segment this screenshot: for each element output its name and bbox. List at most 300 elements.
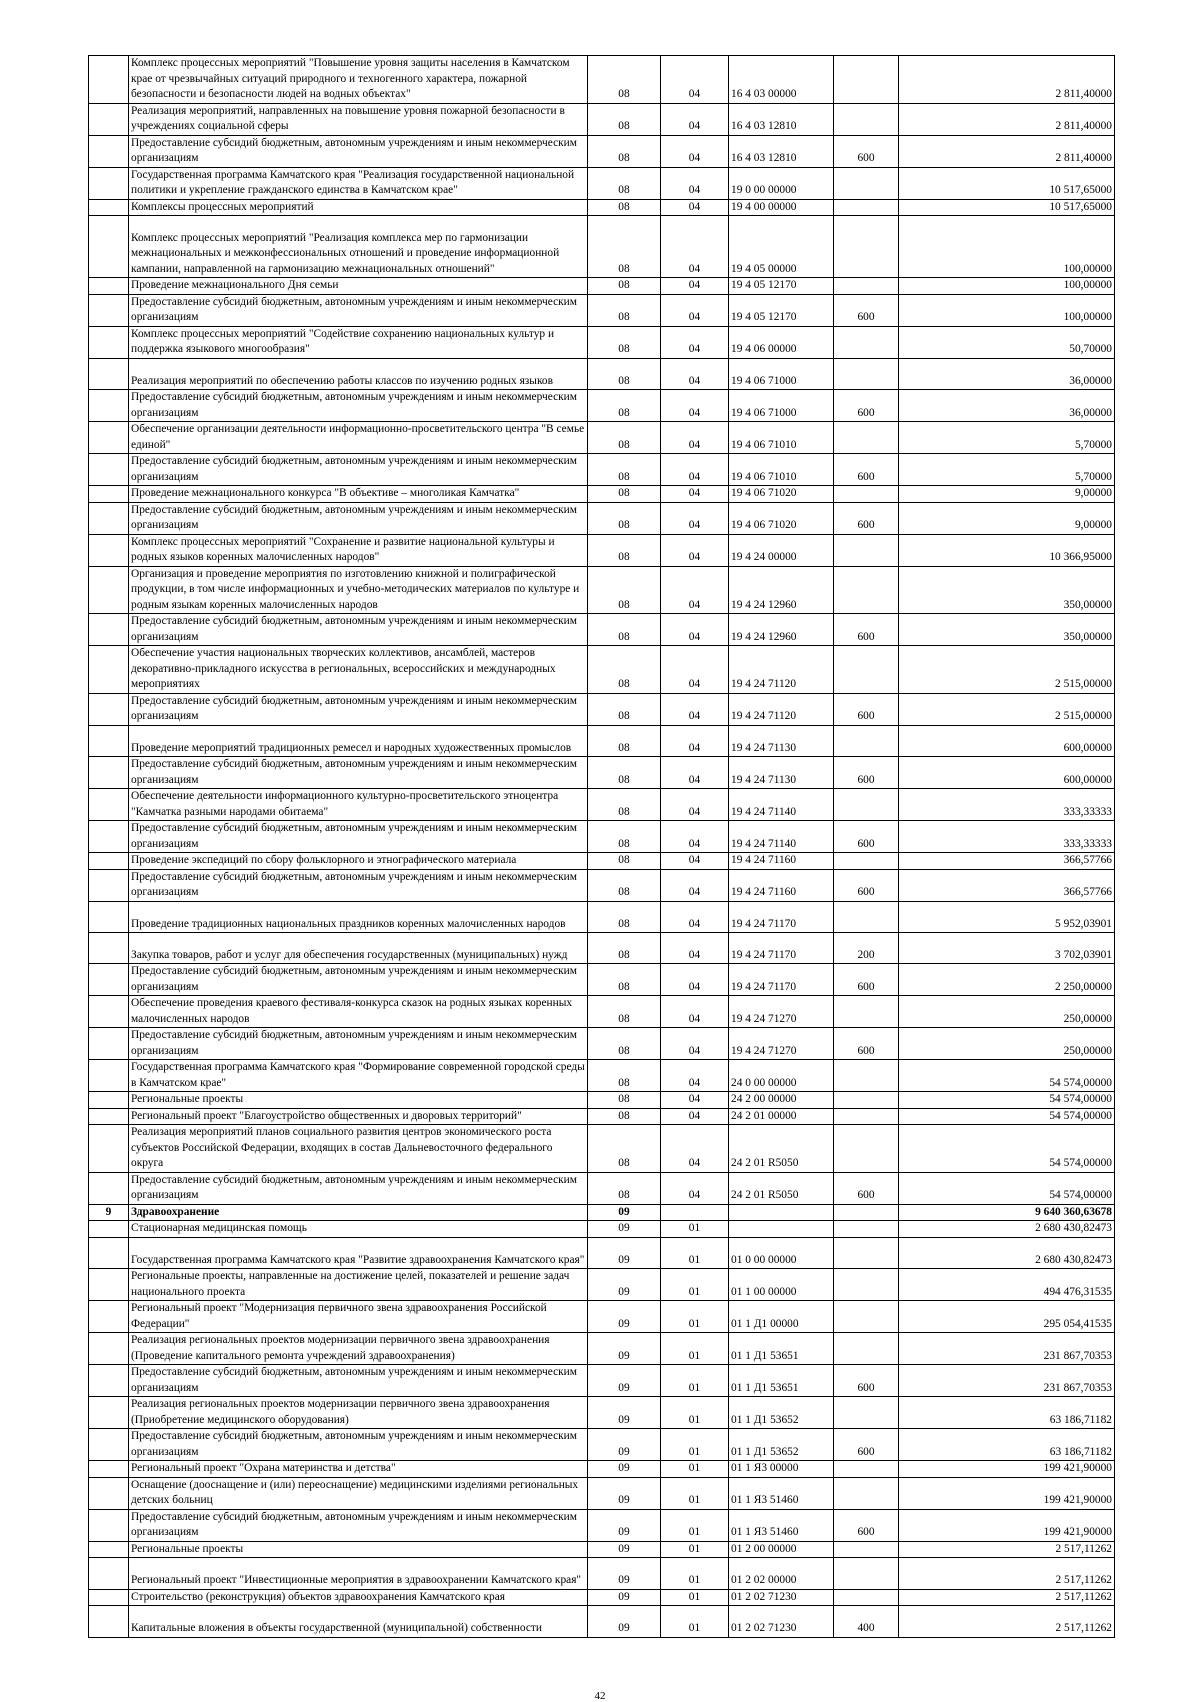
row-expense-type <box>834 1541 899 1558</box>
row-number <box>89 326 129 358</box>
row-name: Комплекс процессных мероприятий "Реализация комплекса мер по гармонизации межнациональных и межконфессиональных отношений и проведение информационной кампании, направленной на гармонизацию межнациональных отношений" <box>129 216 588 278</box>
row-amount: 54 574,00000 <box>899 1092 1115 1109</box>
row-expense-type: 600 <box>834 757 899 789</box>
row-subsection: 01 <box>661 1477 729 1509</box>
table-row <box>89 216 1115 278</box>
row-section: 08 <box>588 566 661 614</box>
row-amount: 350,00000 <box>899 566 1115 614</box>
row-number <box>89 1269 129 1301</box>
row-name: Обеспечение участия национальных творческих коллективов, ансамблей, мастеров декоративно-прикладного искусства в региональных, всероссийских и международных мероприятиях <box>129 646 588 694</box>
table-row <box>89 422 1115 454</box>
row-name: Предоставление субсидий бюджетным, автономным учреждениям и иным некоммерческим организациям <box>129 390 588 422</box>
row-section: 08 <box>588 502 661 534</box>
row-amount: 54 574,00000 <box>899 1172 1115 1204</box>
row-amount: 63 186,71182 <box>899 1429 1115 1461</box>
row-subsection: 04 <box>661 1125 729 1173</box>
row-section: 09 <box>588 1237 661 1268</box>
row-section: 09 <box>588 1429 661 1461</box>
row-expense-type: 400 <box>834 1606 899 1637</box>
row-section: 09 <box>588 1477 661 1509</box>
row-expense-type <box>834 358 899 389</box>
row-amount: 50,70000 <box>899 326 1115 358</box>
row-number <box>89 1477 129 1509</box>
row-number <box>89 757 129 789</box>
table-row <box>89 1028 1115 1060</box>
row-number <box>89 614 129 646</box>
row-amount: 350,00000 <box>899 614 1115 646</box>
row-amount: 3 702,03901 <box>899 933 1115 964</box>
row-section: 08 <box>588 964 661 996</box>
row-number <box>89 566 129 614</box>
row-amount: 199 421,90000 <box>899 1477 1115 1509</box>
row-expense-type <box>834 1269 899 1301</box>
row-amount: 2 250,00000 <box>899 964 1115 996</box>
table-row <box>89 1301 1115 1333</box>
row-target-article: 01 2 02 71230 <box>729 1589 834 1606</box>
row-subsection: 04 <box>661 1092 729 1109</box>
row-name: Предоставление субсидий бюджетным, автономным учреждениям и иным некоммерческим организациям <box>129 693 588 725</box>
table-row <box>89 693 1115 725</box>
table-row <box>89 294 1115 326</box>
row-subsection: 01 <box>661 1333 729 1365</box>
row-number <box>89 1301 129 1333</box>
row-number <box>89 853 129 870</box>
row-number <box>89 1397 129 1429</box>
row-number <box>89 789 129 821</box>
table-row <box>89 869 1115 901</box>
row-name: Региональный проект "Благоустройство общественных и дворовых территорий" <box>129 1108 588 1125</box>
row-name: Строительство (реконструкция) объектов здравоохранения Камчатского края <box>129 1589 588 1606</box>
row-number <box>89 278 129 295</box>
row-number <box>89 646 129 694</box>
row-expense-type <box>834 1397 899 1429</box>
row-number <box>89 1509 129 1541</box>
row-section: 08 <box>588 135 661 167</box>
row-name: Предоставление субсидий бюджетным, автономным учреждениям и иным некоммерческим организациям <box>129 614 588 646</box>
row-expense-type <box>834 1092 899 1109</box>
row-number <box>89 502 129 534</box>
row-name: Проведение традиционных национальных праздников коренных малочисленных народов <box>129 901 588 932</box>
row-subsection: 01 <box>661 1269 729 1301</box>
row-expense-type: 600 <box>834 1172 899 1204</box>
row-amount: 250,00000 <box>899 996 1115 1028</box>
row-amount: 366,57766 <box>899 869 1115 901</box>
row-target-article: 16 4 03 12810 <box>729 135 834 167</box>
row-subsection: 04 <box>661 566 729 614</box>
row-target-article: 19 4 05 00000 <box>729 216 834 278</box>
row-target-article: 19 4 24 71160 <box>729 853 834 870</box>
row-expense-type <box>834 853 899 870</box>
row-amount: 9,00000 <box>899 486 1115 503</box>
row-subsection <box>661 1204 729 1221</box>
row-number <box>89 358 129 389</box>
row-section: 09 <box>588 1365 661 1397</box>
row-section: 09 <box>588 1333 661 1365</box>
row-number <box>89 534 129 566</box>
row-target-article: 24 0 00 00000 <box>729 1060 834 1092</box>
row-expense-type: 600 <box>834 821 899 853</box>
row-target-article: 01 1 Я3 00000 <box>729 1461 834 1478</box>
row-amount: 9 640 360,63678 <box>899 1204 1115 1221</box>
table-row <box>89 789 1115 821</box>
row-expense-type <box>834 534 899 566</box>
row-number <box>89 422 129 454</box>
row-section: 08 <box>588 901 661 932</box>
row-number <box>89 199 129 216</box>
row-section: 08 <box>588 486 661 503</box>
table-row <box>89 964 1115 996</box>
table-row <box>89 566 1115 614</box>
table-row <box>89 1204 1115 1221</box>
row-name: Государственная программа Камчатского края "Формирование современной городской среды в Камчатском крае" <box>129 1060 588 1092</box>
table-row <box>89 1589 1115 1606</box>
table-row <box>89 1606 1115 1637</box>
row-number <box>89 216 129 278</box>
row-section: 08 <box>588 534 661 566</box>
row-subsection: 04 <box>661 358 729 389</box>
row-subsection: 04 <box>661 56 729 104</box>
row-section: 09 <box>588 1204 661 1221</box>
row-expense-type <box>834 1558 899 1589</box>
row-expense-type: 600 <box>834 390 899 422</box>
row-subsection: 04 <box>661 390 729 422</box>
row-expense-type: 600 <box>834 135 899 167</box>
row-expense-type <box>834 566 899 614</box>
row-name: Государственная программа Камчатского края "Реализация государственной национальной политики и укрепление гражданского единства в Камчатском крае" <box>129 167 588 199</box>
row-number <box>89 56 129 104</box>
row-expense-type <box>834 199 899 216</box>
row-number <box>89 869 129 901</box>
row-subsection: 04 <box>661 199 729 216</box>
row-number <box>89 167 129 199</box>
row-target-article: 19 4 24 71160 <box>729 869 834 901</box>
row-name: Предоставление субсидий бюджетным, автономным учреждениям и иным некоммерческим организациям <box>129 869 588 901</box>
row-amount: 2 680 430,82473 <box>899 1221 1115 1238</box>
table-row <box>89 646 1115 694</box>
table-row <box>89 135 1115 167</box>
row-subsection: 04 <box>661 725 729 756</box>
row-name: Обеспечение организации деятельности информационно-просветительского центра "В семье единой" <box>129 422 588 454</box>
row-section: 08 <box>588 1028 661 1060</box>
row-name: Капитальные вложения в объекты государственной (муниципальной) собственности <box>129 1606 588 1637</box>
row-number <box>89 1558 129 1589</box>
row-amount: 54 574,00000 <box>899 1125 1115 1173</box>
row-number <box>89 1333 129 1365</box>
row-amount: 231 867,70353 <box>899 1365 1115 1397</box>
row-expense-type: 600 <box>834 1028 899 1060</box>
row-subsection: 04 <box>661 1060 729 1092</box>
row-section: 09 <box>588 1301 661 1333</box>
row-target-article: 19 4 24 71170 <box>729 964 834 996</box>
row-section: 08 <box>588 1092 661 1109</box>
row-amount: 494 476,31535 <box>899 1269 1115 1301</box>
table-row <box>89 1221 1115 1238</box>
row-name: Предоставление субсидий бюджетным, автономным учреждениям и иным некоммерческим организациям <box>129 964 588 996</box>
row-subsection: 04 <box>661 278 729 295</box>
row-section: 08 <box>588 422 661 454</box>
row-name: Предоставление субсидий бюджетным, автономным учреждениям и иным некоммерческим организациям <box>129 1429 588 1461</box>
row-name: Закупка товаров, работ и услуг для обеспечения государственных (муниципальных) нужд <box>129 933 588 964</box>
row-number <box>89 1606 129 1637</box>
row-target-article <box>729 1221 834 1238</box>
table-row <box>89 1333 1115 1365</box>
row-number <box>89 821 129 853</box>
table-row <box>89 326 1115 358</box>
row-subsection: 01 <box>661 1558 729 1589</box>
row-name: Стационарная медицинская помощь <box>129 1221 588 1238</box>
row-amount: 54 574,00000 <box>899 1060 1115 1092</box>
table-row <box>89 1397 1115 1429</box>
row-name: Оснащение (дооснащение и (или) переоснащение) медицинскими изделиями региональных детских больниц <box>129 1477 588 1509</box>
row-expense-type: 200 <box>834 933 899 964</box>
row-name: Региональные проекты, направленные на достижение целей, показателей и решение задач национального проекта <box>129 1269 588 1301</box>
row-name: Предоставление субсидий бюджетным, автономным учреждениям и иным некоммерческим организациям <box>129 1365 588 1397</box>
row-subsection: 04 <box>661 103 729 135</box>
row-target-article: 19 4 24 71130 <box>729 725 834 756</box>
row-expense-type: 600 <box>834 1429 899 1461</box>
row-target-article: 01 1 Д1 00000 <box>729 1301 834 1333</box>
row-target-article: 01 1 Я3 51460 <box>729 1509 834 1541</box>
row-target-article: 16 4 03 00000 <box>729 56 834 104</box>
table-row <box>89 933 1115 964</box>
row-section: 09 <box>588 1558 661 1589</box>
row-section: 09 <box>588 1589 661 1606</box>
table-row <box>89 1172 1115 1204</box>
row-name: Предоставление субсидий бюджетным, автономным учреждениям и иным некоммерческим организациям <box>129 1509 588 1541</box>
row-expense-type <box>834 422 899 454</box>
row-subsection: 01 <box>661 1541 729 1558</box>
row-name: Комплексы процессных мероприятий <box>129 199 588 216</box>
row-amount: 2 811,40000 <box>899 56 1115 104</box>
row-target-article: 19 4 24 71170 <box>729 933 834 964</box>
row-section: 08 <box>588 358 661 389</box>
row-expense-type <box>834 996 899 1028</box>
row-section: 09 <box>588 1509 661 1541</box>
row-amount: 100,00000 <box>899 294 1115 326</box>
row-number <box>89 1060 129 1092</box>
row-name: Проведение экспедиций по сбору фольклорного и этнографического материала <box>129 853 588 870</box>
table-row <box>89 996 1115 1028</box>
row-expense-type <box>834 486 899 503</box>
row-target-article: 19 4 06 71020 <box>729 502 834 534</box>
row-number <box>89 1365 129 1397</box>
row-section: 09 <box>588 1541 661 1558</box>
row-amount: 231 867,70353 <box>899 1333 1115 1365</box>
row-target-article <box>729 1204 834 1221</box>
row-amount: 199 421,90000 <box>899 1461 1115 1478</box>
row-section: 08 <box>588 326 661 358</box>
row-section: 08 <box>588 869 661 901</box>
row-section: 08 <box>588 216 661 278</box>
row-name: Проведение мероприятий традиционных ремесел и народных художественных промыслов <box>129 725 588 756</box>
row-amount: 5,70000 <box>899 422 1115 454</box>
row-target-article: 01 2 02 71230 <box>729 1606 834 1637</box>
row-number <box>89 964 129 996</box>
row-amount: 100,00000 <box>899 216 1115 278</box>
table-row <box>89 358 1115 389</box>
row-expense-type <box>834 789 899 821</box>
row-target-article: 19 4 24 12960 <box>729 614 834 646</box>
row-name: Предоставление субсидий бюджетным, автономным учреждениям и иным некоммерческим организациям <box>129 502 588 534</box>
row-amount: 2 680 430,82473 <box>899 1237 1115 1268</box>
table-row <box>89 901 1115 932</box>
row-name: Региональные проекты <box>129 1092 588 1109</box>
row-section: 08 <box>588 294 661 326</box>
row-name: Проведение межнационального Дня семьи <box>129 278 588 295</box>
row-subsection: 04 <box>661 693 729 725</box>
row-amount: 36,00000 <box>899 358 1115 389</box>
row-amount: 63 186,71182 <box>899 1397 1115 1429</box>
table-row <box>89 56 1115 104</box>
row-subsection: 04 <box>661 1108 729 1125</box>
row-subsection: 01 <box>661 1606 729 1637</box>
row-name: Комплекс процессных мероприятий "Повышение уровня защиты населения в Камчатском крае от чрезвычайных ситуаций природного и техногенного характера, пожарной безопасности и безопасности людей на водных объектах" <box>129 56 588 104</box>
row-amount: 10 517,65000 <box>899 167 1115 199</box>
row-amount: 600,00000 <box>899 725 1115 756</box>
row-expense-type: 600 <box>834 964 899 996</box>
row-name: Проведение межнационального конкурса "В объективе – многоликая Камчатка" <box>129 486 588 503</box>
row-number <box>89 933 129 964</box>
row-section: 08 <box>588 789 661 821</box>
row-section: 09 <box>588 1606 661 1637</box>
row-number <box>89 294 129 326</box>
row-subsection: 04 <box>661 614 729 646</box>
row-subsection: 04 <box>661 422 729 454</box>
row-expense-type <box>834 103 899 135</box>
table-row <box>89 1558 1115 1589</box>
row-amount: 5 952,03901 <box>899 901 1115 932</box>
table-row <box>89 725 1115 756</box>
row-section: 08 <box>588 1172 661 1204</box>
row-name: Региональный проект "Модернизация первичного звена здравоохранения Российской Федерации" <box>129 1301 588 1333</box>
row-section: 08 <box>588 167 661 199</box>
row-name: Региональный проект "Инвестиционные мероприятия в здравоохранении Камчатского края" <box>129 1558 588 1589</box>
row-amount: 2 517,11262 <box>899 1606 1115 1637</box>
row-number <box>89 1172 129 1204</box>
row-target-article: 19 4 24 71170 <box>729 901 834 932</box>
row-expense-type: 600 <box>834 869 899 901</box>
row-amount: 9,00000 <box>899 502 1115 534</box>
row-number <box>89 1237 129 1268</box>
row-section: 08 <box>588 853 661 870</box>
table-row <box>89 390 1115 422</box>
table-row <box>89 757 1115 789</box>
row-section: 08 <box>588 199 661 216</box>
row-expense-type <box>834 1204 899 1221</box>
row-target-article: 19 4 24 71270 <box>729 996 834 1028</box>
row-amount: 366,57766 <box>899 853 1115 870</box>
row-amount: 600,00000 <box>899 757 1115 789</box>
row-section: 08 <box>588 821 661 853</box>
table-row <box>89 199 1115 216</box>
table-row <box>89 1092 1115 1109</box>
row-amount: 295 054,41535 <box>899 1301 1115 1333</box>
row-number <box>89 1108 129 1125</box>
table-row <box>89 1429 1115 1461</box>
row-name: Региональный проект "Охрана материнства и детства" <box>129 1461 588 1478</box>
row-number <box>89 454 129 486</box>
row-target-article: 19 4 05 12170 <box>729 294 834 326</box>
row-expense-type <box>834 1461 899 1478</box>
row-subsection: 04 <box>661 964 729 996</box>
row-amount: 333,33333 <box>899 821 1115 853</box>
table-row <box>89 278 1115 295</box>
row-target-article: 19 4 06 71010 <box>729 454 834 486</box>
row-amount: 2 811,40000 <box>899 103 1115 135</box>
row-number <box>89 486 129 503</box>
row-target-article: 01 1 Д1 53652 <box>729 1397 834 1429</box>
row-subsection: 04 <box>661 869 729 901</box>
row-section: 08 <box>588 933 661 964</box>
budget-table <box>88 55 1115 1638</box>
row-expense-type: 600 <box>834 502 899 534</box>
row-amount: 250,00000 <box>899 1028 1115 1060</box>
row-amount: 199 421,90000 <box>899 1509 1115 1541</box>
row-amount: 10 366,95000 <box>899 534 1115 566</box>
row-target-article: 24 2 01 R5050 <box>729 1172 834 1204</box>
row-amount: 36,00000 <box>899 390 1115 422</box>
row-amount: 333,33333 <box>899 789 1115 821</box>
row-expense-type <box>834 1333 899 1365</box>
row-subsection: 04 <box>661 933 729 964</box>
row-subsection: 04 <box>661 454 729 486</box>
row-amount: 100,00000 <box>899 278 1115 295</box>
row-amount: 54 574,00000 <box>899 1108 1115 1125</box>
row-number <box>89 103 129 135</box>
row-name: Реализация региональных проектов модернизации первичного звена здравоохранения (Приобретение медицинского оборудования) <box>129 1397 588 1429</box>
row-number: 9 <box>89 1204 129 1221</box>
row-number <box>89 1028 129 1060</box>
row-amount: 2 517,11262 <box>899 1541 1115 1558</box>
row-name: Реализация мероприятий планов социального развития центров экономического роста субъектов Российской Федерации, входящих в состав Дальневосточного федерального округа <box>129 1125 588 1173</box>
row-number <box>89 1092 129 1109</box>
row-target-article: 19 4 06 71020 <box>729 486 834 503</box>
row-subsection: 01 <box>661 1509 729 1541</box>
row-subsection: 04 <box>661 135 729 167</box>
row-expense-type <box>834 1237 899 1268</box>
row-name: Предоставление субсидий бюджетным, автономным учреждениям и иным некоммерческим организациям <box>129 454 588 486</box>
row-target-article: 01 0 00 00000 <box>729 1237 834 1268</box>
table-row <box>89 853 1115 870</box>
table-row <box>89 103 1115 135</box>
row-subsection: 04 <box>661 534 729 566</box>
row-section: 09 <box>588 1461 661 1478</box>
row-expense-type <box>834 1301 899 1333</box>
row-number <box>89 996 129 1028</box>
row-target-article: 19 4 00 00000 <box>729 199 834 216</box>
row-number <box>89 1125 129 1173</box>
table-row <box>89 1060 1115 1092</box>
row-name: Региональные проекты <box>129 1541 588 1558</box>
row-target-article: 01 1 Д1 53652 <box>729 1429 834 1461</box>
row-expense-type: 600 <box>834 294 899 326</box>
row-amount: 2 515,00000 <box>899 693 1115 725</box>
row-expense-type <box>834 646 899 694</box>
row-number <box>89 390 129 422</box>
row-section: 08 <box>588 390 661 422</box>
table-row <box>89 1365 1115 1397</box>
row-target-article: 01 1 Д1 53651 <box>729 1333 834 1365</box>
row-subsection: 01 <box>661 1461 729 1478</box>
row-target-article: 01 2 00 00000 <box>729 1541 834 1558</box>
table-row <box>89 454 1115 486</box>
row-expense-type <box>834 1589 899 1606</box>
row-name: Реализация мероприятий, направленных на повышение уровня пожарной безопасности в учреждениях социальной сферы <box>129 103 588 135</box>
row-expense-type <box>834 1060 899 1092</box>
row-subsection: 04 <box>661 996 729 1028</box>
row-subsection: 01 <box>661 1365 729 1397</box>
table-row <box>89 614 1115 646</box>
